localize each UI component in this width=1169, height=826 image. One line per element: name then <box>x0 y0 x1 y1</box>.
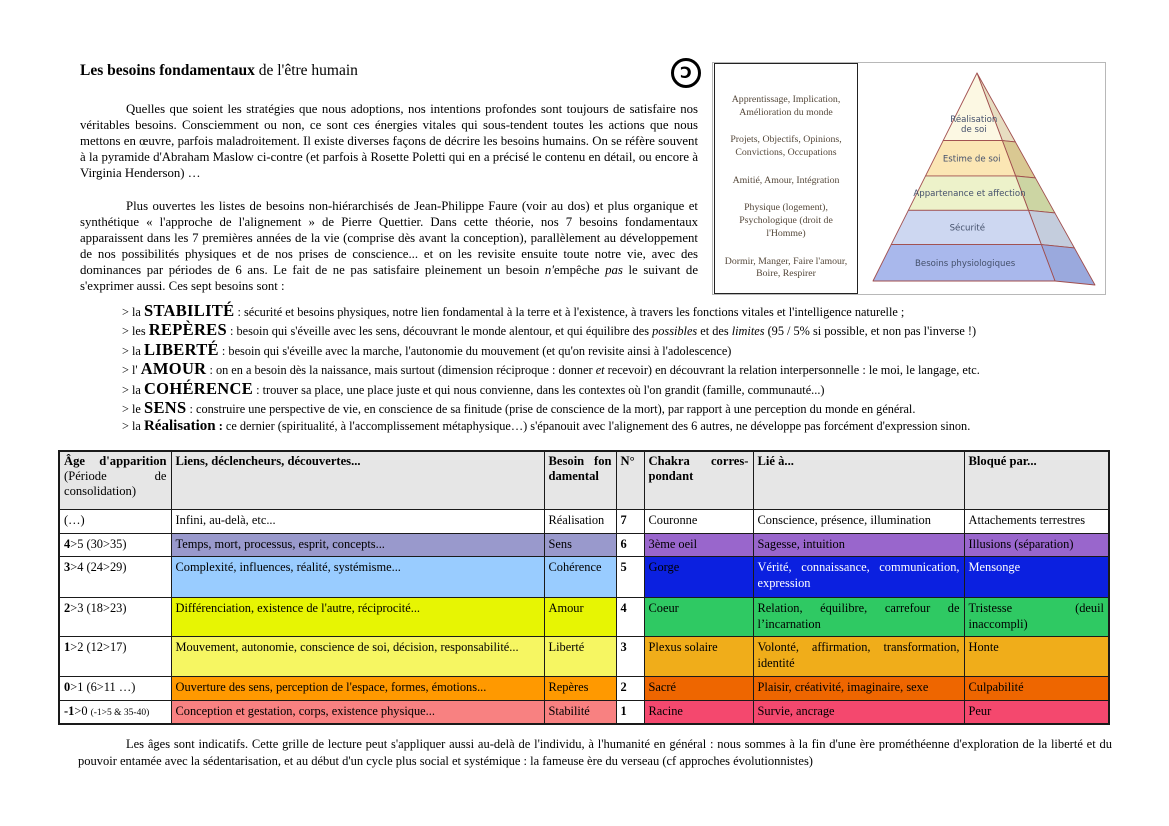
header-cell-bold: Âge d'apparition <box>64 454 167 468</box>
header-cell <box>616 451 644 509</box>
maslow-left-panel <box>714 63 858 294</box>
cell-chakra: 3ème oeil <box>644 533 753 556</box>
cell-num: 5 <box>616 556 644 597</box>
text-segment: n' <box>544 263 554 278</box>
header-cell-bold: Besoin fondamental <box>548 454 612 483</box>
cell-bloque: Tristesse (deuil inaccompli) <box>964 597 1109 636</box>
need-list-item <box>122 301 1162 320</box>
cell-num: 6 <box>616 533 644 556</box>
table-row <box>59 556 1109 597</box>
need-list-item <box>122 359 1162 378</box>
cell-liens: Ouverture des sens, perception de l'espace, formes, émotions... <box>171 676 544 700</box>
cell-chakra: Gorge <box>644 556 753 597</box>
header-cell <box>753 451 964 509</box>
page-title-rest: de l'être humain <box>254 62 358 79</box>
table-row <box>59 636 1109 676</box>
maslow-panel-line: Amitié, Amour, Intégration <box>732 174 840 186</box>
cell-liens: Temps, mort, processus, esprit, concepts... <box>171 533 544 556</box>
cell-lie: Volonté, affirmation, transformation, identité <box>753 636 964 676</box>
needs-table <box>58 450 1110 725</box>
needs-list <box>122 301 1162 437</box>
need-list-item <box>122 379 1162 398</box>
pyramid-level-label: de soi <box>961 124 987 135</box>
table-row <box>59 533 1109 556</box>
text-segment: pas <box>605 263 623 278</box>
cell-lie: Relation, équilibre, carrefour de l’incarnation <box>753 597 964 636</box>
need-list-item <box>122 417 1162 436</box>
cell-liens: Différenciation, existence de l'autre, réciprocité... <box>171 597 544 636</box>
header-cell-bold: Chakra corres-pondant <box>648 454 749 483</box>
cell-bloque: Attachements terrestres <box>964 509 1109 533</box>
copyleft-glyph: Ɔ <box>680 63 692 82</box>
text-segment: et des <box>697 324 732 339</box>
pyramid-level-label: Réalisation <box>950 114 998 125</box>
cell-besoin: Cohérence <box>544 556 616 597</box>
need-item-lead: > le <box>122 401 144 416</box>
text-segment: : trouver sa place, une place juste et qui nous convienne, dans les contextes où l'on grandit (famille, communauté...) <box>253 382 825 397</box>
table-row <box>59 597 1109 636</box>
need-name: COHÉRENCE <box>143 378 254 398</box>
need-name: STABILITÉ <box>143 301 235 320</box>
page-title <box>80 62 358 80</box>
cell-lie: Sagesse, intuition <box>753 533 964 556</box>
cell-lie: Plaisir, créativité, imaginaire, sexe <box>753 676 964 700</box>
maslow-figure <box>712 62 1106 295</box>
text-segment: : on en a besoin dès la naissance, mais surtout (dimension réciproque : donner <box>206 363 596 378</box>
cell-num: 2 <box>616 676 644 700</box>
intro-paragraph-1-text: Quelles que soient les stratégies que nous adoptions, nos intentions profondes sont toujours de satisfaire nos véritables besoins. Consciemment ou non, ce sont ces énergies vitales qui sous-tendent toutes les actions que nous mettons en œuvre, parfois maladroitement. Il existe diverses façons de décrire les besoins humains. On se réfère souvent à la pyramide d'Abraham Maslow ci-contre (et parfois à Rosette Poletti qui en a précisé le contenu en détail, ou encore à Virginia Henderson) … <box>80 102 698 181</box>
header-cell-normal: (Période de consolidation) <box>64 469 167 498</box>
cell-besoin: Sens <box>544 533 616 556</box>
cell-num: 3 <box>616 636 644 676</box>
cell-num: 4 <box>616 597 644 636</box>
maslow-right-panel <box>859 63 1105 294</box>
cell-besoin: Liberté <box>544 636 616 676</box>
cell-lie: Vérité, connaissance, communication, expression <box>753 556 964 597</box>
cell-age: 2>3 (18>23) <box>59 597 171 636</box>
text-segment: ce dernier (spiritualité, à l'accomplissement métaphysique…) s'épanouit avec l'alignement des 6 autres, ne développe pas forcément d'expression sinon. <box>225 419 971 434</box>
cell-liens: Complexité, influences, réalité, systémisme... <box>171 556 544 597</box>
text-segment: : sécurité et besoins physiques, notre lien fondamental à la terre et à l'existence, à travers les fonctions vitales et l'intelligence naturelle ; <box>234 305 905 319</box>
header-cell <box>59 451 171 509</box>
header-cell <box>544 451 616 509</box>
intro-paragraph-1 <box>80 101 698 181</box>
cell-bloque: Culpabilité <box>964 676 1109 700</box>
table-header-row <box>59 451 1109 509</box>
pyramid-level-label: Appartenance et affection <box>913 189 1026 200</box>
text-segment: : <box>215 419 226 434</box>
need-name: REPÈRES <box>148 320 227 340</box>
maslow-panel-line: Apprentissage, Implication, Amélioration du monde <box>731 94 841 118</box>
need-name: Réalisation <box>143 418 216 435</box>
need-item-lead: > la <box>122 305 144 319</box>
cell-bloque: Honte <box>964 636 1109 676</box>
table-row <box>59 700 1109 724</box>
cell-bloque: Mensonge <box>964 556 1109 597</box>
cell-besoin: Réalisation <box>544 509 616 533</box>
cell-chakra: Racine <box>644 700 753 724</box>
need-item-lead: > la <box>122 382 144 397</box>
need-name: AMOUR <box>140 359 207 379</box>
intro-paragraph-2 <box>80 198 698 295</box>
need-list-item <box>122 398 1162 417</box>
cell-chakra: Couronne <box>644 509 753 533</box>
maslow-pyramid-svg <box>859 63 1105 294</box>
cell-num: 1 <box>616 700 644 724</box>
text-segment: recevoir) en découvrant la relation interpersonnelle : le moi, le langage, etc. <box>604 363 980 378</box>
cell-chakra: Sacré <box>644 676 753 700</box>
cell-chakra: Plexus solaire <box>644 636 753 676</box>
cell-liens: Mouvement, autonomie, conscience de soi, décision, responsabilité... <box>171 636 544 676</box>
header-cell-bold: Bloqué par... <box>968 454 1037 468</box>
text-segment: Plus ouvertes les listes de besoins non-hiérarchisés de Jean-Philippe Faure (voir au dos) et plus organique et synthétique « l'approche de l'alignement » de Pierre Quettier. Dans cette théorie, nos 7 besoins fondamentaux apparaissent dans les 7 premières années de la vie (comprise dès avant la conception), parallèlement au développement de nos possibilités physiques et de nos prises de conscience... et on les revisite ensuite toute notre vie, avec des dominances par périodes de 6 ans. Le fait de ne pas satisfaire pleinement un besoin <box>80 199 698 278</box>
cell-age: 0>1 (6>11 …) <box>59 676 171 700</box>
text-segment: le suivant de s'exprimer aussi. Ces sept besoins sont : <box>80 263 698 294</box>
footer-paragraph <box>78 736 1112 769</box>
header-cell <box>171 451 544 509</box>
cell-num: 7 <box>616 509 644 533</box>
cell-besoin: Stabilité <box>544 700 616 724</box>
text-segment: (95 / 5% si possible, et non pas l'inverse !) <box>764 324 977 339</box>
header-cell <box>964 451 1109 509</box>
text-segment: : construire une perspective de vie, en conscience de sa finitude (prise de conscience de la mort), par rapport à une perception du monde en général. <box>186 401 916 416</box>
header-cell-bold: Lié à... <box>757 454 794 468</box>
need-name: LIBERTÉ <box>143 339 219 359</box>
cell-liens: Infini, au-delà, etc... <box>171 509 544 533</box>
need-item-lead: > l' <box>122 363 141 378</box>
needs-table-wrap <box>58 450 1110 725</box>
cell-lie: Conscience, présence, illumination <box>753 509 964 533</box>
cell-age: (…) <box>59 509 171 533</box>
text-segment: empêche <box>553 263 606 278</box>
cell-bloque: Illusions (séparation) <box>964 533 1109 556</box>
page-title-bold: Les besoins fondamentaux <box>80 62 255 79</box>
header-cell-bold: N° <box>620 454 635 468</box>
copyleft-icon <box>671 58 701 88</box>
need-list-item <box>122 340 1162 359</box>
cell-age: 4>5 (30>35) <box>59 533 171 556</box>
table-row <box>59 509 1109 533</box>
cell-age: 1>2 (12>17) <box>59 636 171 676</box>
cell-besoin: Repères <box>544 676 616 700</box>
pyramid-level-label: Sécurité <box>949 223 986 234</box>
cell-besoin: Amour <box>544 597 616 636</box>
text-segment: limites <box>731 324 765 339</box>
pyramid-level-label: Estime de soi <box>942 154 1001 165</box>
maslow-panel-line: Dormir, Manger, Faire l'amour, Boire, Respirer <box>724 255 848 280</box>
table-row <box>59 676 1109 700</box>
maslow-panel-line: Projets, Objectifs, Opinions, Convictions, Occupations <box>730 134 842 159</box>
maslow-panel-line: Physique (logement), Psychologique (droit de l'Homme) <box>739 202 833 239</box>
pyramid-level-label: Besoins physiologiques <box>915 258 1016 269</box>
need-item-lead: > la <box>122 419 144 434</box>
intro-paragraph-2-text <box>80 199 698 293</box>
cell-liens: Conception et gestation, corps, existence physique... <box>171 700 544 724</box>
cell-age: -1>0 (-1>5 & 35-40) <box>59 700 171 724</box>
cell-chakra: Coeur <box>644 597 753 636</box>
text-segment: et <box>595 363 605 378</box>
need-item-lead: > la <box>122 343 144 358</box>
text-segment: : besoin qui s'éveille avec les sens, découvrant le monde alentour, et qui équilibre des <box>226 324 653 339</box>
footer-paragraph-text: Les âges sont indicatifs. Cette grille de lecture peut s'appliquer aussi au-delà de l'individu, à l'humanité en général : nous sommes à la fin d'une ère prométhéenne d'exploration de la liberté et du pouvoir entamée avec la sédentarisation, et au début d'un cycle plus social et systémique : la fameuse ère du verseau (cf approches évolutionnistes) <box>78 737 1112 768</box>
header-cell-bold: Liens, déclencheurs, découvertes... <box>175 454 361 468</box>
cell-age: 3>4 (24>29) <box>59 556 171 597</box>
need-name: SENS <box>143 397 187 417</box>
need-list-item <box>122 320 1162 339</box>
cell-lie: Survie, ancrage <box>753 700 964 724</box>
text-segment: possibles <box>652 324 698 339</box>
need-item-lead: > les <box>122 324 149 339</box>
text-segment: : besoin qui s'éveille avec la marche, l'autonomie du mouvement (et qu'on revisite ainsi à l'adolescence) <box>218 343 732 358</box>
header-cell <box>644 451 753 509</box>
cell-bloque: Peur <box>964 700 1109 724</box>
